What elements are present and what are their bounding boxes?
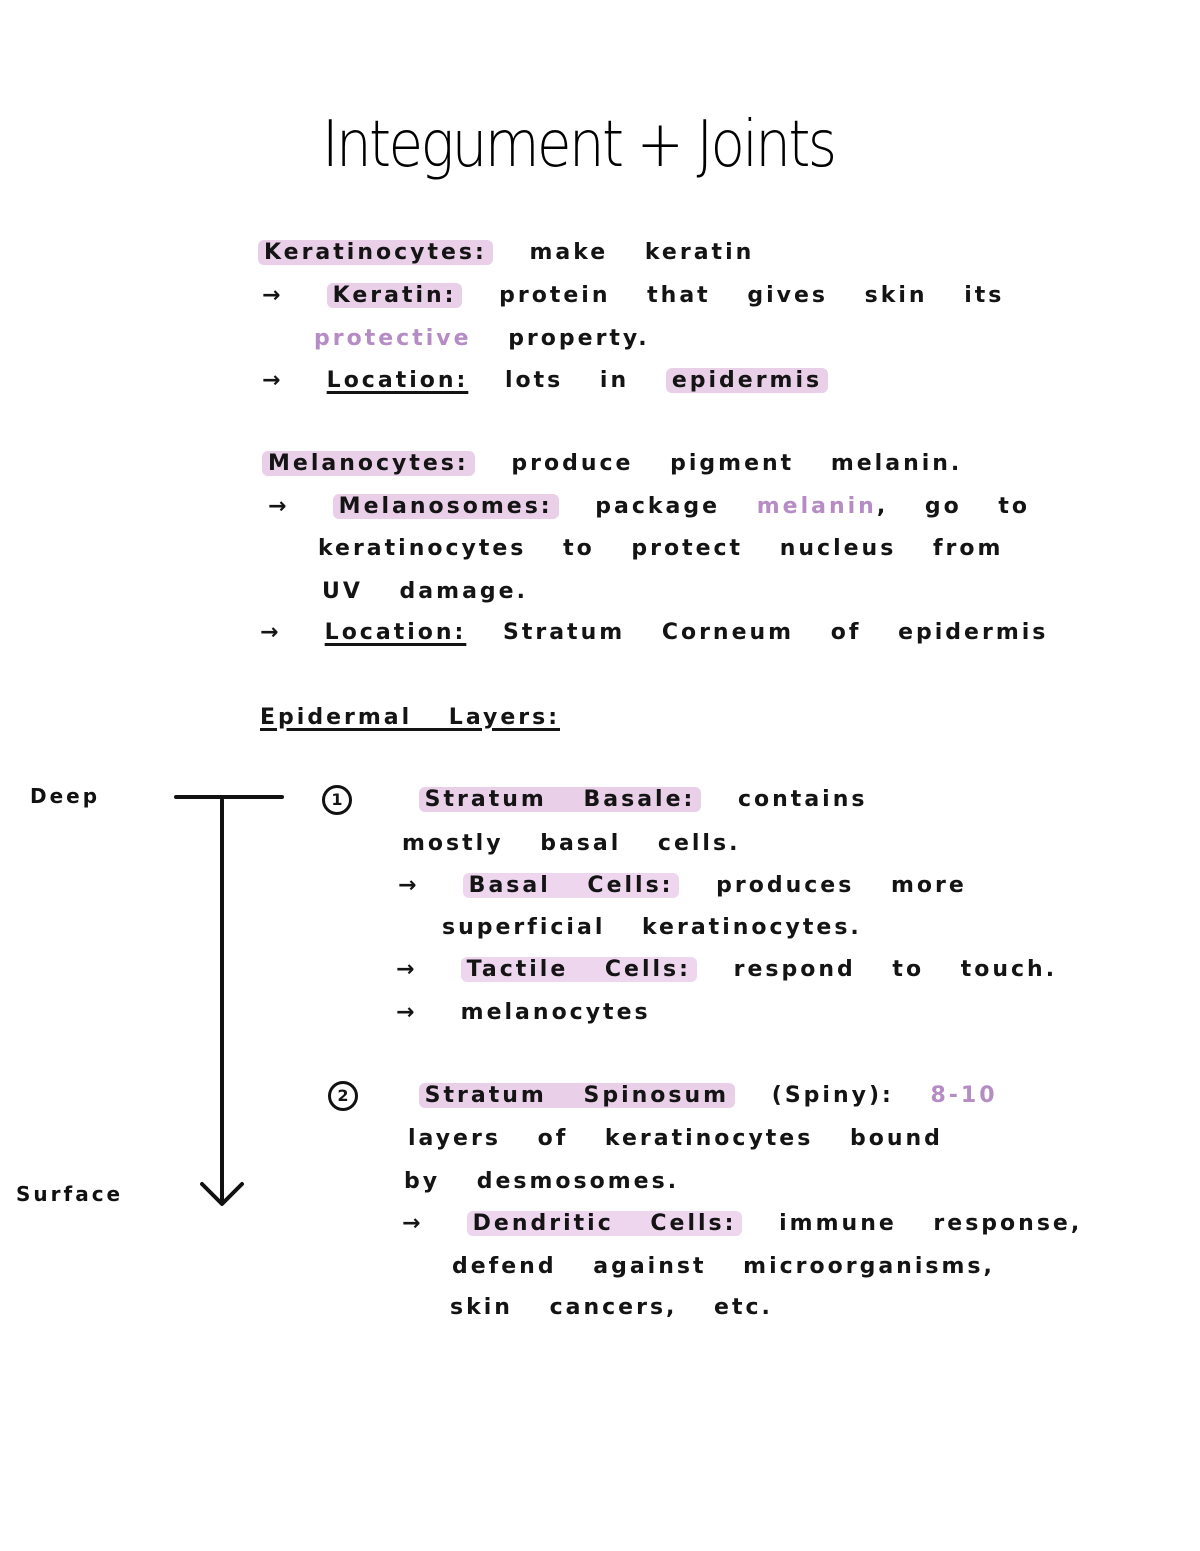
location-term: Location: xyxy=(324,620,467,645)
layer2-accent: 8-10 xyxy=(930,1083,998,1108)
melanosomes-line2: keratinocytes to protect nucleus from xyxy=(318,536,1004,561)
tactile-cells-def: respond to touch. xyxy=(733,957,1058,982)
surface-label: Surface xyxy=(16,1182,124,1206)
layer2-line3: by desmosomes. xyxy=(404,1169,680,1194)
location-term: Location: xyxy=(326,368,469,393)
arrow-icon: → xyxy=(262,368,284,393)
basal-cells-term: Basal Cells: xyxy=(463,873,680,898)
layer2-def: (Spiny): xyxy=(771,1083,894,1108)
melanosomes-def: package xyxy=(595,494,721,519)
melanocytes-item: melanocytes xyxy=(460,1000,651,1025)
location-def: Stratum Corneum of epidermis xyxy=(503,620,1049,645)
epidermal-heading: Epidermal Layers: xyxy=(260,705,560,730)
keratin-term: Keratin: xyxy=(327,283,463,308)
layer2-line2: layers of keratinocytes bound xyxy=(408,1126,943,1151)
melanosomes-tail: , go to xyxy=(876,494,1031,519)
dendritic-cells-line2: defend against microorganisms, xyxy=(452,1254,995,1279)
layer1-line2: mostly basal cells. xyxy=(402,831,741,856)
keratin-tail: property. xyxy=(508,326,650,351)
arrow-icon: → xyxy=(402,1211,424,1236)
arrow-icon: → xyxy=(260,620,282,645)
basal-cells-line2: superficial keratinocytes. xyxy=(442,915,862,940)
arrow-icon: → xyxy=(398,873,420,898)
keratinocytes-def: make keratin xyxy=(529,240,755,265)
basal-cells-bullet xyxy=(398,866,967,906)
arrow-icon: → xyxy=(396,1000,418,1025)
dendritic-cells-line3: skin cancers, etc. xyxy=(450,1295,773,1320)
melanocytes-term: Melanocytes: xyxy=(262,451,475,476)
layer2-line xyxy=(328,1076,998,1116)
layer2-term: Stratum Spinosum xyxy=(419,1083,735,1108)
layer2-number: 2 xyxy=(328,1081,358,1111)
keratin-accent: protective xyxy=(314,326,472,351)
page-title: Integument + Joints xyxy=(322,108,835,182)
dendritic-cells-term: Dendritic Cells: xyxy=(467,1211,743,1236)
location-highlight: epidermis xyxy=(666,368,828,393)
melanosomes-line3: UV damage. xyxy=(322,579,528,604)
dendritic-cells-def: immune response, xyxy=(779,1211,1083,1236)
melanosomes-term: Melanosomes: xyxy=(333,494,559,519)
melanocytes-def: produce pigment melanin. xyxy=(511,451,963,476)
arrow-icon: → xyxy=(262,283,284,308)
arrow-icon: → xyxy=(396,957,418,982)
location-def: lots in xyxy=(505,368,630,393)
dendritic-cells-bullet xyxy=(402,1204,1082,1244)
keratin-def: protein that gives skin its xyxy=(499,283,1005,308)
melanosomes-accent: melanin xyxy=(756,494,877,519)
arrow-icon: → xyxy=(268,494,290,519)
deep-label: Deep xyxy=(30,784,101,808)
layer1-number: 1 xyxy=(322,785,352,815)
layer1-term: Stratum Basale: xyxy=(419,787,702,812)
layer1-def: contains xyxy=(737,787,868,812)
tactile-cells-term: Tactile Cells: xyxy=(461,957,697,982)
layer1-line xyxy=(322,780,867,820)
keratinocytes-term: Keratinocytes: xyxy=(258,240,493,265)
basal-cells-def: produces more xyxy=(716,873,967,898)
melanocytes-bullet xyxy=(396,993,651,1033)
tactile-cells-bullet xyxy=(396,950,1057,990)
